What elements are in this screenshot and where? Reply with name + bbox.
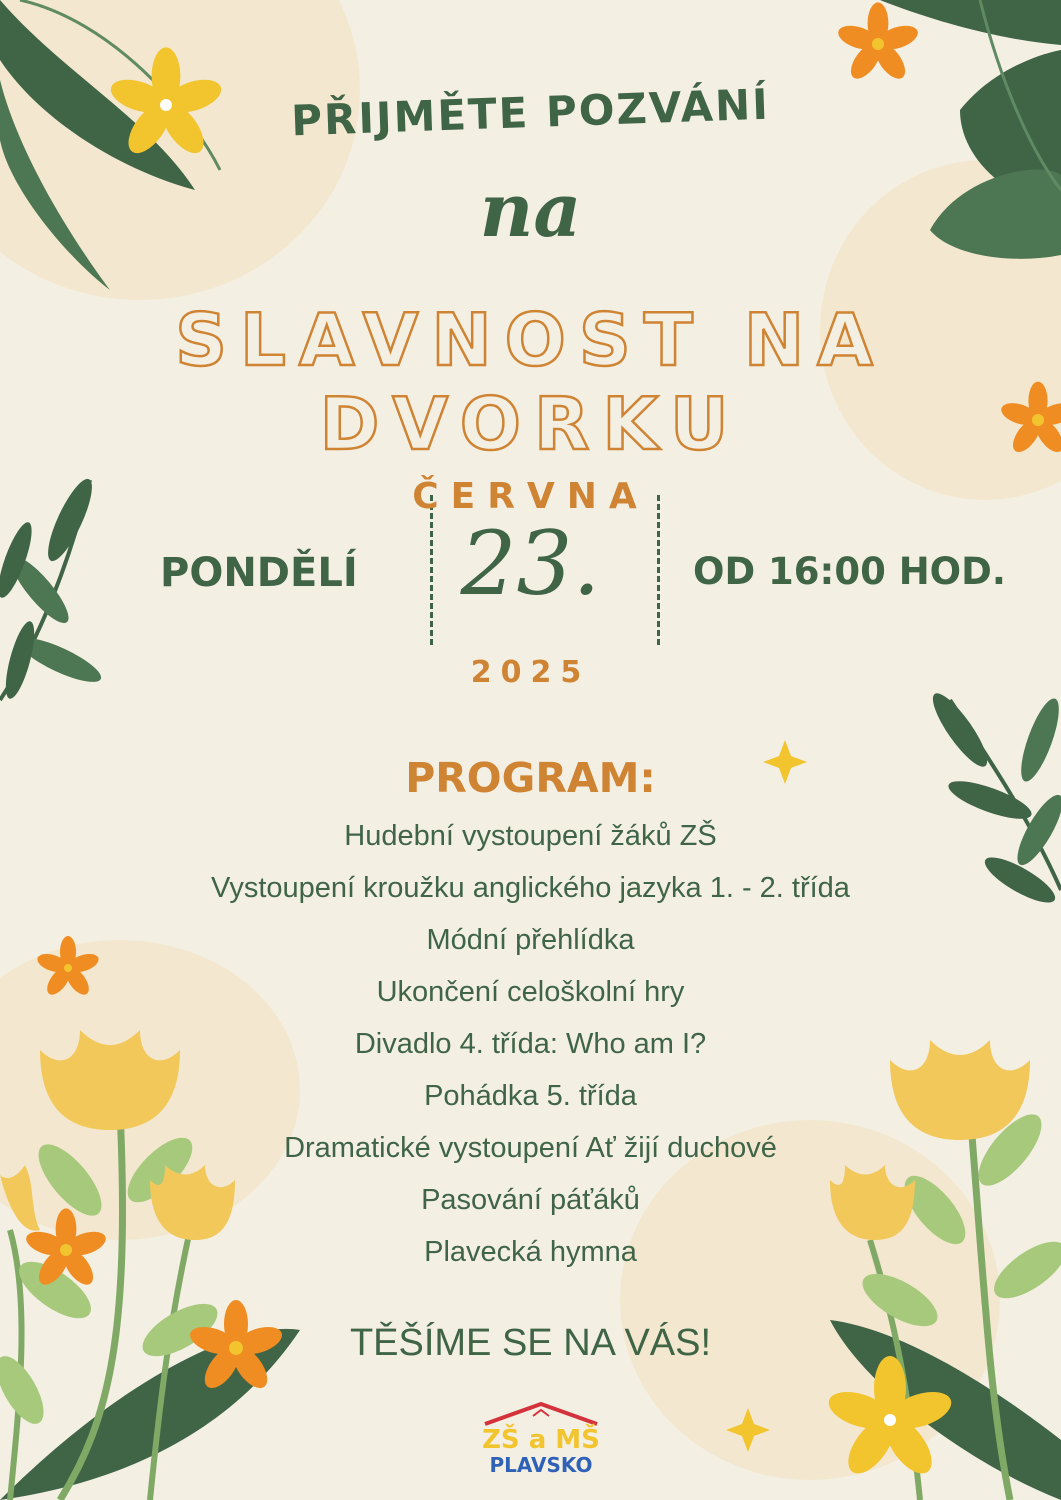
closing-message: TĚŠÍME SE NA VÁS! xyxy=(349,1322,712,1364)
program-item: Dramatické vystoupení Ať žijí duchové xyxy=(284,1132,777,1164)
event-year: 2025 xyxy=(470,655,591,690)
event-day-name: PONDĚLÍ xyxy=(160,550,358,596)
event-title: SLAVNOST NA DVORKU xyxy=(175,298,886,466)
roof-icon xyxy=(481,1398,601,1428)
program-item: Módní přehlídka xyxy=(426,924,635,956)
program-item: Pohádka 5. třída xyxy=(424,1080,637,1112)
logo-school-name: ZŠ a MŠ xyxy=(482,1425,600,1455)
school-logo xyxy=(481,1398,601,1484)
program-item: Hudební vystoupení žáků ZŠ xyxy=(344,820,717,852)
program-list xyxy=(0,812,1061,1280)
event-day-number: 23. xyxy=(460,512,601,615)
program-item: Plavecká hymna xyxy=(424,1236,637,1268)
invitation-heading: PŘIJMĚTE POZVÁNÍ xyxy=(290,79,771,146)
program-item: Vystoupení kroužku anglického jazyka 1. - 2. třída xyxy=(211,872,850,904)
event-month: ČERVNA xyxy=(412,476,649,517)
program-item: Ukončení celoškolní hry xyxy=(376,976,685,1008)
invitation-connector: na xyxy=(479,168,582,254)
logo-town-name: PLAVSKO xyxy=(489,1453,593,1477)
program-heading: PROGRAM: xyxy=(405,754,656,802)
program-item: Divadlo 4. třída: Who am I? xyxy=(354,1028,707,1060)
program-item: Pasování páťáků xyxy=(421,1184,640,1216)
event-time: OD 16:00 HOD. xyxy=(693,550,1006,593)
